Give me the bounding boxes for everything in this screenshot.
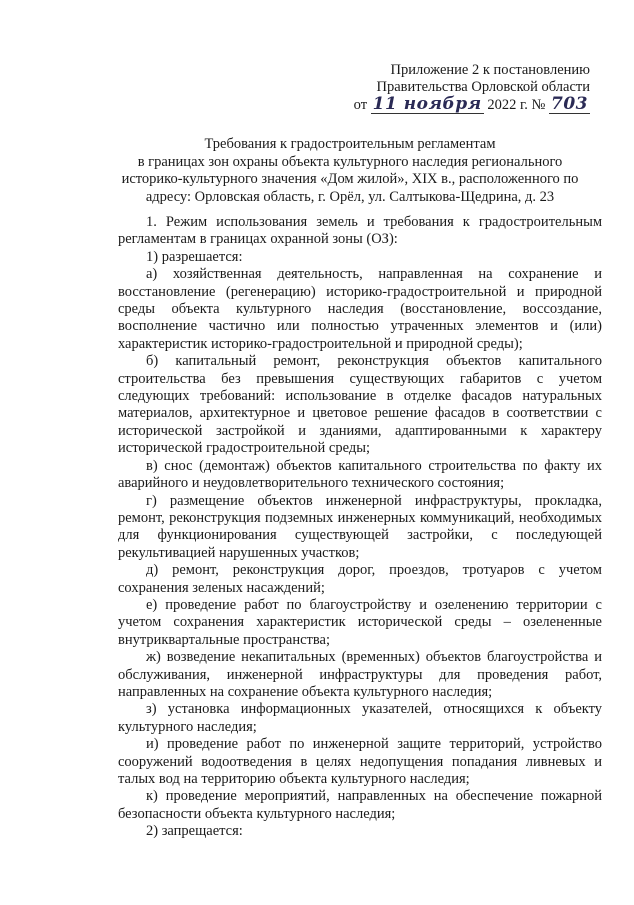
handwritten-date: 11 ноября — [372, 94, 482, 114]
title-line-4: адресу: Орловская область, г. Орёл, ул. Салтыкова-Щедрина, д. 23 — [145, 188, 555, 205]
title-line-2: в границах зон охраны объекта культурного наследия регионального — [137, 153, 563, 170]
list-item: б) капитальный ремонт, реконструкция объектов капитального строительства без превышения существующих габаритов с учетом следующих требований: использование в отделке фасадов натуральных материалов, архитектурное и цветовое решение фасадов в соответствии с исторической застройкой и зданиями, адаптированными к характеру исторической градостроительной среды; — [118, 353, 602, 457]
allowed-heading: 1) разрешается: — [146, 248, 243, 265]
title-line-3: историко-культурного значения «Дом жилой», XIX в., расположенного по — [121, 171, 579, 187]
handwritten-number: 703 — [551, 94, 588, 114]
list-item: к) проведение мероприятий, направленных на обеспечение пожарной безопасности объекта культурного наследия; — [118, 788, 602, 822]
appendix-line-2: Правительства Орловской области — [376, 79, 590, 95]
date-prefix: от — [353, 97, 368, 113]
document-body — [118, 214, 602, 841]
list-item: з) установка информационных указателей, относящихся к объекту культурного наследия; — [118, 701, 602, 735]
list-item: ж) возведение некапитальных (временных) объектов благоустройства и обслуживания, инженерной инфраструктуры для проведения работ, направленных на сохранение объекта культурного наследия; — [118, 649, 602, 700]
date-year-number: 2022 г. № — [487, 97, 546, 113]
list-item: а) хозяйственная деятельность, направленная на сохранение и восстановление (регенерацию) историко-градостроительной и природной среды объекта культурного наследия (восстановление, воссоздание, восполнение частично или полностью утраченных элементов и (или) характеристик историко-градостроительной и природной среды); — [118, 266, 602, 352]
title-line-1: Требования к градостроительным регламентам — [204, 136, 496, 152]
list-item: в) снос (демонтаж) объектов капитального строительства по факту их аварийного и неудовлетворительного технического состояния; — [118, 457, 602, 492]
appendix-header — [340, 62, 590, 114]
list-item: г) размещение объектов инженерной инфраструктуры, прокладка, ремонт, реконструкция подземных инженерных коммуникаций, необходимых для функционирования существующей застройки, с последующей рекультивацией нарушенных участков; — [118, 492, 602, 561]
prohibited-heading: 2) запрещается: — [146, 823, 243, 840]
appendix-date-line — [340, 96, 590, 114]
section-1-heading: 1. Режим использования земель и требования к градостроительным регламентам в границах охранной зоны (ОЗ): — [118, 214, 602, 248]
appendix-line-1: Приложение 2 к постановлению — [390, 62, 590, 78]
list-item: д) ремонт, реконструкция дорог, проездов, тротуаров с учетом сохранения зеленых насаждений; — [118, 562, 602, 596]
list-item: и) проведение работ по инженерной защите территорий, устройство сооружений водоотведения в целях недопущения попадания ливневых и талых вод на территорию объекта культурного наследия; — [118, 736, 602, 787]
document-title — [100, 136, 600, 206]
list-item: е) проведение работ по благоустройству и озеленению территории с учетом сохранения характеристик исторической среды – озелененные внутриквартальные пространства; — [118, 596, 602, 648]
